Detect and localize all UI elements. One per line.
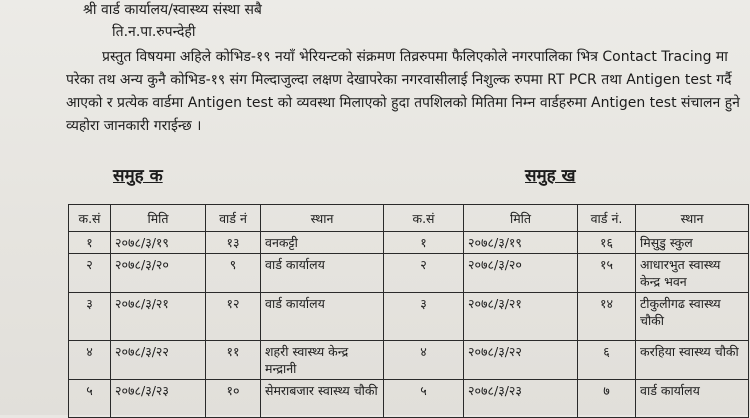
group-b-heading: समुह ख (525, 166, 576, 186)
group-a-ward: १२ (206, 293, 261, 341)
body-line: व्यहोरा जानकारी गराईन्छ । (66, 118, 202, 134)
group-b-date: २०७८/३/२१ (464, 293, 578, 341)
group-a-serial: ४ (69, 341, 111, 380)
schedule-table (68, 204, 749, 418)
group-b-serial: ३ (384, 293, 464, 341)
group-a-place: वार्ड कार्यालय (261, 254, 384, 293)
group-b-date: २०७८/३/२२ (464, 341, 578, 380)
group-a-serial: १ (69, 232, 111, 254)
group-b-date: २०७८/३/१९ (464, 232, 578, 254)
header-cell: मिति (464, 205, 578, 232)
group-a-date: २०७८/३/२० (111, 254, 206, 293)
recipient-location: ति.न.पा.रुपन्देही (112, 24, 196, 40)
header-cell: मिति (111, 205, 206, 232)
group-a-ward: १३ (206, 232, 261, 254)
header-cell: क.सं (384, 205, 464, 232)
table-row (69, 254, 749, 293)
table-row (69, 380, 749, 418)
group-a-ward: ११ (206, 341, 261, 380)
group-a-serial: ५ (69, 380, 111, 418)
group-a-serial: ३ (69, 293, 111, 341)
group-a-place: शहरी स्वास्थ्य केन्द्र मन्द्रानी (261, 341, 384, 380)
group-a-place: वार्ड कार्यालय (261, 293, 384, 341)
group-b-ward: ६ (578, 341, 636, 380)
group-b-place: मिसुडु स्कुल (636, 232, 749, 254)
header-cell: क.सं (69, 205, 111, 232)
group-b-ward: १५ (578, 254, 636, 293)
header-cell: वार्ड नं (206, 205, 261, 232)
group-b-ward: ७ (578, 380, 636, 418)
body-line: परेका तथ अन्य कुनै कोभिड-१९ संग मिल्दाजुल्दा लक्षण देखापरेका नगरवासीलाई निशुल्क रुपमा RT PCR तथा Antigen test गर्दै (66, 72, 732, 88)
group-a-place: सेमराबजार स्वास्थ्य चौकी (261, 380, 384, 418)
group-a-place: वनकट्टी (261, 232, 384, 254)
group-b-ward: १४ (578, 293, 636, 341)
group-b-serial: १ (384, 232, 464, 254)
group-b-serial: ४ (384, 341, 464, 380)
group-b-place: वार्ड कार्यालय (636, 380, 749, 418)
group-b-ward: १६ (578, 232, 636, 254)
group-a-date: २०७८/३/१९ (111, 232, 206, 254)
body-line: प्रस्तुत विषयमा अहिले कोभिड-१९ नयाँ भेरियन्टको संक्रमण तिव्ररुपमा फैलिएकोले नगरपालिका भित्र Contact Tracing मा (102, 49, 728, 65)
header-cell: वार्ड नं. (578, 205, 636, 232)
group-b-date: २०७८/३/२३ (464, 380, 578, 418)
group-b-place: टीकुलीगढ स्वास्थ्य चौकी (636, 293, 749, 341)
group-a-ward: १० (206, 380, 261, 418)
group-a-date: २०७८/३/२३ (111, 380, 206, 418)
group-b-place: आधारभुत स्वास्थ्य केन्द्र भवन (636, 254, 749, 293)
table-row (69, 232, 749, 254)
group-a-heading: समुह क (113, 166, 163, 186)
group-a-serial: २ (69, 254, 111, 293)
header-cell: स्थान (636, 205, 749, 232)
group-b-date: २०७८/३/२० (464, 254, 578, 293)
body-line: आएको र प्रत्येक वार्डमा Antigen test को व्यवस्था मिलाएको हुदा तपशिलको मितिमा निम्न वार्डहरुमा Antigen test संचालन हुने (66, 95, 740, 111)
header-cell: स्थान (261, 205, 384, 232)
table-row (69, 293, 749, 341)
group-b-serial: ५ (384, 380, 464, 418)
notice-body (66, 46, 742, 138)
group-a-date: २०७८/३/२१ (111, 293, 206, 341)
recipient-line: श्री वार्ड कार्यालय/स्वास्थ्य संस्था सबै (83, 2, 262, 18)
group-a-date: २०७८/३/२२ (111, 341, 206, 380)
group-b-serial: २ (384, 254, 464, 293)
table-row (69, 341, 749, 380)
table-header-row (69, 205, 749, 232)
group-b-place: करहिया स्वास्थ्य चौकी (636, 341, 749, 380)
group-a-ward: ९ (206, 254, 261, 293)
